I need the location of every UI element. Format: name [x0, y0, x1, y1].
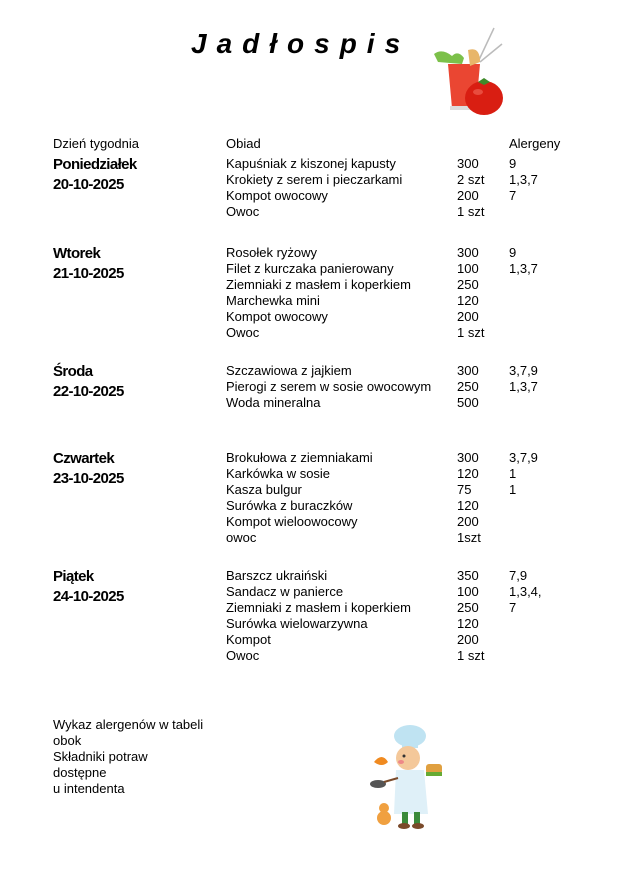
- allergen-codes: 1,3,7: [509, 172, 538, 187]
- allergen-codes: 1,3,4,: [509, 584, 542, 599]
- allergen-codes: 7,9: [509, 568, 528, 583]
- dish-name: Kompot owocowy: [226, 188, 328, 203]
- portion-size: 120: [457, 466, 479, 481]
- dish-name: owoc: [226, 530, 257, 545]
- dish-name: Kompot: [226, 632, 271, 647]
- day-heading: [53, 449, 213, 489]
- dish-name: Kompot wieloowocowy: [226, 514, 358, 529]
- dish-name: Barszcz ukraiński: [226, 568, 328, 583]
- tomato-juice-illustration: [418, 22, 518, 126]
- allergen-codes: 9: [509, 245, 517, 260]
- footer-line: Składniki potraw: [53, 749, 148, 764]
- portion-size: 1szt: [457, 530, 481, 545]
- portion-size: 1 szt: [457, 325, 485, 340]
- day-name: Wtorek: [53, 245, 101, 262]
- portion-size: 250: [457, 600, 479, 615]
- portion-size: 350: [457, 568, 479, 583]
- dish-name: Karkówka w sosie: [226, 466, 331, 481]
- dish-name: Marchewka mini: [226, 293, 320, 308]
- allergen-codes: 9: [509, 156, 517, 171]
- header-day: Dzień tygodnia: [53, 136, 139, 151]
- portion-size: 100: [457, 584, 479, 599]
- portion-size: 300: [457, 245, 479, 260]
- footer-line: dostępne: [53, 765, 107, 780]
- dish-name: Kasza bulgur: [226, 482, 302, 497]
- portion-size: 100: [457, 261, 479, 276]
- portion-size: 1 szt: [457, 204, 485, 219]
- dish-name: Pierogi z serem w sosie owocowym: [226, 379, 432, 394]
- allergen-codes: 1: [509, 466, 517, 481]
- day-name: Poniedziałek: [53, 156, 137, 173]
- portion-size: 200: [457, 514, 479, 529]
- portion-size: 120: [457, 616, 479, 631]
- portion-size: 500: [457, 395, 479, 410]
- day-name: Czwartek: [53, 450, 115, 467]
- portion-size: 120: [457, 498, 479, 513]
- allergen-codes: 1: [509, 482, 517, 497]
- dish-name: Brokułowa z ziemniakami: [226, 450, 373, 465]
- footer-line: obok: [53, 733, 82, 748]
- portion-size: 300: [457, 156, 479, 171]
- dish-name: Filet z kurczaka panierowany: [226, 261, 394, 276]
- dish-name: Woda mineralna: [226, 395, 321, 410]
- day-date: 21-10-2025: [53, 265, 124, 282]
- footer-line: Wykaz alergenów w tabeli: [53, 717, 204, 732]
- day-heading: [53, 567, 213, 607]
- allergen-codes: 1,3,7: [509, 261, 538, 276]
- dish-name: Krokiety z serem i pieczarkami: [226, 172, 403, 187]
- portion-size: 200: [457, 188, 479, 203]
- day-date: 23-10-2025: [53, 470, 124, 487]
- chef-illustration: [368, 722, 454, 834]
- dish-name: Ziemniaki z masłem i koperkiem: [226, 600, 411, 615]
- portion-size: 1 szt: [457, 648, 485, 663]
- allergen-codes: 1,3,7: [509, 379, 538, 394]
- dish-name: Rosołek ryżowy: [226, 245, 318, 260]
- portion-size: 200: [457, 632, 479, 647]
- dish-name: Surówka z buraczków: [226, 498, 353, 513]
- dish-name: Owoc: [226, 204, 260, 219]
- header-lunch: Obiad: [226, 136, 261, 151]
- day-date: 22-10-2025: [53, 383, 124, 400]
- footer-line: u intendenta: [53, 781, 125, 796]
- dish-name: Ziemniaki z masłem i koperkiem: [226, 277, 411, 292]
- portion-size: 300: [457, 363, 479, 378]
- dish-name: Szczawiowa z jajkiem: [226, 363, 352, 378]
- footer-note: [53, 717, 203, 797]
- day-name: Piątek: [53, 568, 94, 585]
- portion-size: 200: [457, 309, 479, 324]
- allergen-codes: 7: [509, 188, 517, 203]
- day-heading: [53, 155, 213, 195]
- portion-size: 250: [457, 277, 479, 292]
- portion-size: 120: [457, 293, 479, 308]
- dish-name: Owoc: [226, 648, 260, 663]
- dish-name: Sandacz w panierce: [226, 584, 344, 599]
- portion-size: 250: [457, 379, 479, 394]
- portion-size: 75: [457, 482, 472, 497]
- day-heading: [53, 362, 213, 402]
- allergen-codes: 3,7,9: [509, 450, 538, 465]
- allergen-codes: 3,7,9: [509, 363, 538, 378]
- page-title: Jadłospis: [191, 28, 411, 59]
- dish-name: Surówka wielowarzywna: [226, 616, 368, 631]
- dish-name: Kapuśniak z kiszonej kapusty: [226, 156, 396, 171]
- header-allergens: Alergeny: [509, 136, 561, 151]
- day-date: 20-10-2025: [53, 176, 124, 193]
- allergen-codes: 7: [509, 600, 517, 615]
- day-date: 24-10-2025: [53, 588, 124, 605]
- portion-size: 300: [457, 450, 479, 465]
- day-heading: [53, 244, 213, 284]
- day-name: Środa: [53, 363, 93, 380]
- dish-name: Kompot owocowy: [226, 309, 328, 324]
- dish-name: Owoc: [226, 325, 260, 340]
- portion-size: 2 szt: [457, 172, 485, 187]
